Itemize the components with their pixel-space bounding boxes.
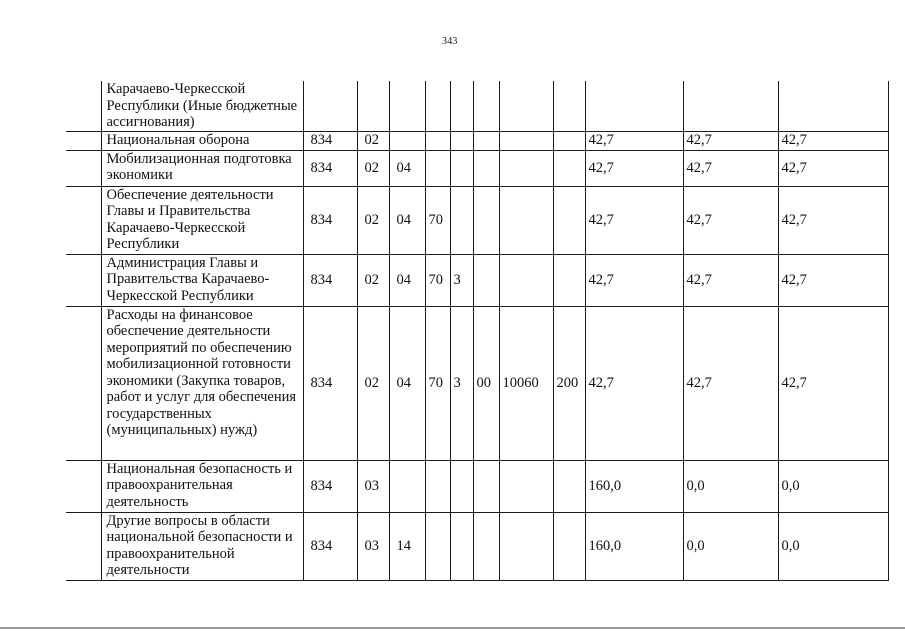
expense-type-cell — [553, 131, 585, 150]
subsection-code-cell — [389, 460, 425, 512]
direction-code-cell — [499, 186, 553, 254]
direction-code-cell — [499, 150, 553, 186]
main-event-code-cell — [473, 131, 499, 150]
amount-3-cell: 0,0 — [778, 460, 888, 512]
subprogram-code-cell — [450, 150, 473, 186]
expense-type-cell — [553, 150, 585, 186]
amount-2-cell: 0,0 — [683, 460, 778, 512]
amount-3-cell: 42,7 — [778, 150, 888, 186]
subsection-code-cell: 04 — [389, 186, 425, 254]
row-marker-cell — [66, 131, 101, 150]
table-row — [66, 512, 888, 580]
main-event-code-cell: 00 — [473, 306, 499, 460]
direction-code-cell — [499, 512, 553, 580]
row-marker-cell — [66, 186, 101, 254]
subprogram-code-cell — [450, 186, 473, 254]
amount-1-cell: 42,7 — [585, 131, 683, 150]
amount-1-cell: 42,7 — [585, 254, 683, 306]
amount-1-cell: 42,7 — [585, 306, 683, 460]
section-code-cell: 02 — [357, 131, 389, 150]
page-number: 343 — [442, 36, 458, 47]
section-code-cell: 03 — [357, 460, 389, 512]
main-event-code-cell — [473, 254, 499, 306]
admin-code-cell — [303, 81, 357, 131]
subprogram-code-cell: 3 — [450, 306, 473, 460]
program-code-cell: 70 — [425, 186, 450, 254]
table-row — [66, 186, 888, 254]
subsection-code-cell: 04 — [389, 254, 425, 306]
section-code-cell: 02 — [357, 254, 389, 306]
amount-3-cell: 42,7 — [778, 186, 888, 254]
expense-type-cell — [553, 81, 585, 131]
main-event-code-cell — [473, 512, 499, 580]
amount-1-cell: 42,7 — [585, 186, 683, 254]
amount-2-cell: 42,7 — [683, 150, 778, 186]
admin-code-cell: 834 — [303, 186, 357, 254]
subprogram-code-cell — [450, 81, 473, 131]
program-code-cell — [425, 512, 450, 580]
expense-type-cell — [553, 460, 585, 512]
amount-3-cell: 0,0 — [778, 512, 888, 580]
amount-3-cell — [778, 81, 888, 131]
expense-type-cell — [553, 254, 585, 306]
table-row — [66, 150, 888, 186]
amount-2-cell — [683, 81, 778, 131]
section-code-cell: 03 — [357, 512, 389, 580]
item-name-cell: Другие вопросы в области национальной безопасности и правоохранительной деятельности — [101, 512, 303, 580]
direction-code-cell — [499, 131, 553, 150]
subsection-code-cell: 14 — [389, 512, 425, 580]
subprogram-code-cell: 3 — [450, 254, 473, 306]
amount-2-cell: 42,7 — [683, 186, 778, 254]
table-row — [66, 131, 888, 150]
direction-code-cell — [499, 460, 553, 512]
amount-2-cell: 0,0 — [683, 512, 778, 580]
amount-3-cell: 42,7 — [778, 306, 888, 460]
section-code-cell — [357, 81, 389, 131]
admin-code-cell: 834 — [303, 306, 357, 460]
item-name-cell: Обеспечение деятельности Главы и Правительства Карачаево-Черкесской Республики — [101, 186, 303, 254]
program-code-cell — [425, 131, 450, 150]
row-marker-cell — [66, 512, 101, 580]
direction-code-cell — [499, 254, 553, 306]
table-row — [66, 81, 888, 131]
row-marker-cell — [66, 254, 101, 306]
expense-type-cell: 200 — [553, 306, 585, 460]
direction-code-cell: 10060 — [499, 306, 553, 460]
amount-1-cell: 160,0 — [585, 512, 683, 580]
scan-edge-line — [0, 627, 905, 629]
row-marker-cell — [66, 306, 101, 460]
amount-2-cell: 42,7 — [683, 306, 778, 460]
item-name-cell: Национальная оборона — [101, 131, 303, 150]
budget-table — [66, 81, 889, 581]
direction-code-cell — [499, 81, 553, 131]
amount-2-cell: 42,7 — [683, 254, 778, 306]
expense-type-cell — [553, 512, 585, 580]
subsection-code-cell — [389, 131, 425, 150]
main-event-code-cell — [473, 81, 499, 131]
program-code-cell: 70 — [425, 306, 450, 460]
program-code-cell — [425, 460, 450, 512]
subprogram-code-cell — [450, 512, 473, 580]
table-row — [66, 460, 888, 512]
item-name-cell: Расходы на финансовое обеспечение деятельности мероприятий по обеспечению мобилизационной готовности экономики (Закупка товаров, работ и услуг для обеспечения государственных (муниципальных) нужд) — [101, 306, 303, 460]
admin-code-cell: 834 — [303, 254, 357, 306]
item-name-cell: Администрация Главы и Правительства Карачаево-Черкесской Республики — [101, 254, 303, 306]
main-event-code-cell — [473, 150, 499, 186]
admin-code-cell: 834 — [303, 150, 357, 186]
row-marker-cell — [66, 81, 101, 131]
program-code-cell — [425, 81, 450, 131]
amount-3-cell: 42,7 — [778, 254, 888, 306]
subprogram-code-cell — [450, 460, 473, 512]
main-event-code-cell — [473, 460, 499, 512]
program-code-cell: 70 — [425, 254, 450, 306]
subsection-code-cell: 04 — [389, 150, 425, 186]
section-code-cell: 02 — [357, 186, 389, 254]
main-event-code-cell — [473, 186, 499, 254]
program-code-cell — [425, 150, 450, 186]
admin-code-cell: 834 — [303, 131, 357, 150]
table-row — [66, 306, 888, 460]
item-name-cell: Карачаево-Черкесской Республики (Иные бюджетные ассигнования) — [101, 81, 303, 131]
amount-1-cell — [585, 81, 683, 131]
section-code-cell: 02 — [357, 150, 389, 186]
subsection-code-cell — [389, 81, 425, 131]
subprogram-code-cell — [450, 131, 473, 150]
amount-1-cell: 160,0 — [585, 460, 683, 512]
item-name-cell: Национальная безопасность и правоохранительная деятельность — [101, 460, 303, 512]
subsection-code-cell: 04 — [389, 306, 425, 460]
amount-3-cell: 42,7 — [778, 131, 888, 150]
item-name-cell: Мобилизационная подготовка экономики — [101, 150, 303, 186]
amount-1-cell: 42,7 — [585, 150, 683, 186]
table-row — [66, 254, 888, 306]
row-marker-cell — [66, 460, 101, 512]
row-marker-cell — [66, 150, 101, 186]
section-code-cell: 02 — [357, 306, 389, 460]
amount-2-cell: 42,7 — [683, 131, 778, 150]
admin-code-cell: 834 — [303, 512, 357, 580]
expense-type-cell — [553, 186, 585, 254]
admin-code-cell: 834 — [303, 460, 357, 512]
